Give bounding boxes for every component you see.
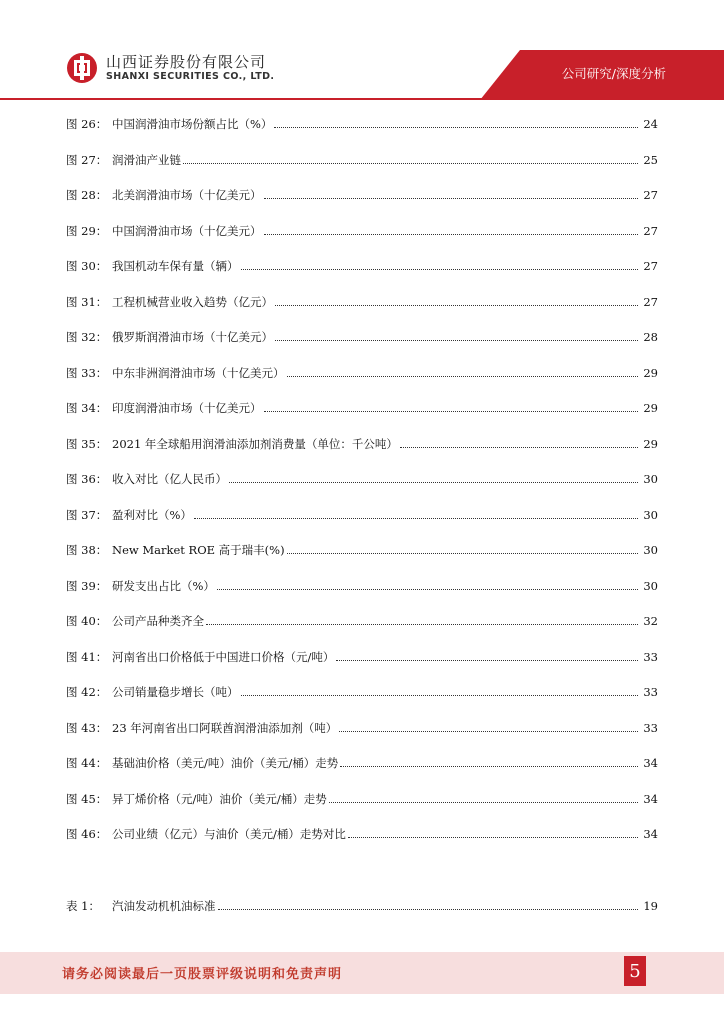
toc-entry-page: 34 [643, 756, 658, 770]
toc-entry-page: 30 [643, 508, 658, 522]
toc-entry-title: 公司销量稳步增长（吨） [112, 685, 239, 699]
toc-entry-title: 工程机械营业收入趋势（亿元） [112, 295, 273, 309]
toc-dot-leader [217, 588, 638, 590]
toc-entry[interactable] [66, 221, 658, 241]
toc-entry[interactable] [66, 150, 658, 170]
toc-entry-title: 汽油发动机机油标准 [112, 899, 216, 913]
toc-entry-page: 29 [643, 366, 658, 380]
toc-entry-title: 河南省出口价格低于中国进口价格（元/吨） [112, 650, 335, 664]
header-band [0, 0, 724, 100]
toc-dot-leader [241, 268, 639, 270]
toc-dot-leader [340, 765, 638, 767]
toc-entry-page: 27 [643, 295, 658, 309]
shanxi-securities-logo-icon [66, 52, 98, 84]
toc-entry[interactable] [66, 682, 658, 702]
toc-entry-title: 中国润滑油市场份额占比（%） [112, 117, 273, 131]
toc-entry-page: 27 [643, 259, 658, 273]
toc-entry[interactable] [66, 611, 658, 631]
toc-entry[interactable] [66, 114, 658, 134]
toc-entry-page: 25 [643, 153, 658, 167]
toc-entry-title: 中国润滑油市场（十亿美元） [112, 224, 262, 238]
toc-entry-title: 公司业绩（亿元）与油价（美元/桶）走势对比 [112, 827, 346, 841]
toc-entry-number: 图 44： [66, 756, 108, 770]
company-name-en: SHANXI SECURITIES CO., LTD. [106, 71, 275, 82]
toc-entry-number: 图 28： [66, 188, 108, 202]
toc-entry-number: 图 26： [66, 117, 108, 131]
toc-dot-leader [264, 197, 639, 199]
toc-entry-title: 我国机动车保有量（辆） [112, 259, 239, 273]
toc-entry-page: 33 [643, 721, 658, 735]
toc-entry-number: 图 38： [66, 543, 108, 557]
toc-dot-leader [336, 659, 638, 661]
toc-entry-number: 图 30： [66, 259, 108, 273]
toc-dot-leader [206, 623, 638, 625]
toc-entry-page: 28 [643, 330, 658, 344]
toc-entry-title: 公司产品种类齐全 [112, 614, 204, 628]
toc-dot-leader [339, 730, 638, 732]
toc-entry[interactable] [66, 824, 658, 844]
toc-dot-leader [264, 410, 639, 412]
toc-entry-page: 19 [643, 899, 658, 913]
toc-entry-page: 34 [643, 827, 658, 841]
page-header [0, 0, 724, 100]
toc-entry-number: 表 1： [66, 899, 100, 913]
toc-entry-page: 33 [643, 650, 658, 664]
toc-entry-page: 34 [643, 792, 658, 806]
toc-entry[interactable] [66, 540, 658, 560]
toc-entry-page: 33 [643, 685, 658, 699]
toc-entry[interactable] [66, 398, 658, 418]
toc-entry-page: 27 [643, 224, 658, 238]
toc-entry[interactable] [66, 292, 658, 312]
toc-entry-title: 俄罗斯润滑油市场（十亿美元） [112, 330, 273, 344]
toc-entry-title: 盈利对比（%） [112, 508, 192, 522]
toc-entry[interactable] [66, 363, 658, 383]
toc-entry[interactable] [66, 256, 658, 276]
toc-entry-number: 图 32： [66, 330, 108, 344]
toc-entry-page: 29 [643, 437, 658, 451]
toc-entry-title: 印度润滑油市场（十亿美元） [112, 401, 262, 415]
toc-entry-number: 图 36： [66, 472, 108, 486]
toc-entry-number: 图 31： [66, 295, 108, 309]
toc-entry-title: 润滑油产业链 [112, 153, 181, 167]
toc-entry[interactable] [66, 576, 658, 596]
toc-dot-leader [400, 446, 638, 448]
toc-entry[interactable] [66, 185, 658, 205]
toc-entry[interactable] [66, 789, 658, 809]
toc-dot-leader [287, 552, 638, 554]
company-name-cn: 山西证券股份有限公司 [106, 53, 267, 71]
toc-entry-page: 30 [643, 543, 658, 557]
toc-entry-title: 异丁烯价格（元/吨）油价（美元/桶）走势 [112, 792, 327, 806]
toc-entry-title: New Market ROE 高于瑞丰(%) [112, 543, 285, 557]
toc-entry[interactable] [66, 327, 658, 347]
toc-entry-title: 研发支出占比（%） [112, 579, 215, 593]
toc-entry-number: 图 46： [66, 827, 108, 841]
toc-entry-page: 30 [643, 472, 658, 486]
toc-dot-leader [275, 339, 638, 341]
toc-dot-leader [264, 233, 639, 235]
toc-dot-leader [348, 836, 638, 838]
toc-dot-leader [329, 801, 638, 803]
toc-entry-title: 23 年河南省出口阿联酋润滑油添加剂（吨） [112, 721, 338, 735]
toc-dot-leader [229, 481, 638, 483]
toc-entry-page: 29 [643, 401, 658, 415]
toc-entry-number: 图 39： [66, 579, 108, 593]
toc-entry-title: 中东非洲润滑油市场（十亿美元） [112, 366, 285, 380]
toc-dot-leader [241, 694, 639, 696]
toc-entry-number: 图 29： [66, 224, 108, 238]
toc-entry-number: 图 34： [66, 401, 108, 415]
toc-entry[interactable] [66, 896, 658, 916]
page-number: 5 [624, 956, 646, 986]
toc-entry-number: 图 42： [66, 685, 108, 699]
toc-dot-leader [275, 304, 638, 306]
toc-dot-leader [218, 908, 639, 910]
toc-entry-number: 图 41： [66, 650, 108, 664]
toc-entry-number: 图 37： [66, 508, 108, 522]
toc-entry[interactable] [66, 505, 658, 525]
toc-entry-title: 基础油价格（美元/吨）油价（美元/桶）走势 [112, 756, 339, 770]
toc-entry[interactable] [66, 647, 658, 667]
toc-entry-page: 30 [643, 579, 658, 593]
toc-dot-leader [183, 162, 638, 164]
toc-entry-number: 图 27： [66, 153, 108, 167]
report-type-label: 公司研究/深度分析 [561, 66, 666, 81]
toc-entry-number: 图 35： [66, 437, 108, 451]
toc-entry[interactable] [66, 434, 658, 454]
toc-entry-title: 收入对比（亿人民币） [112, 472, 227, 486]
toc-dot-leader [287, 375, 639, 377]
toc-entry[interactable] [66, 469, 658, 489]
toc-dot-leader [194, 517, 638, 519]
toc-entry[interactable] [66, 718, 658, 738]
toc-entry-page: 24 [643, 117, 658, 131]
disclaimer-text: 请务必阅读最后一页股票评级说明和免责声明 [62, 967, 343, 982]
toc-entry-page: 32 [643, 614, 658, 628]
toc-entry-title: 北美润滑油市场（十亿美元） [112, 188, 262, 202]
toc-entry-number: 图 43： [66, 721, 108, 735]
toc-dot-leader [274, 126, 638, 128]
toc-entry-page: 27 [643, 188, 658, 202]
toc-entry[interactable] [66, 753, 658, 773]
toc-entry-number: 图 33： [66, 366, 108, 380]
toc-entry-number: 图 40： [66, 614, 108, 628]
toc-entry-number: 图 45： [66, 792, 108, 806]
toc-entry-title: 2021 年全球船用润滑油添加剂消费量（单位：千公吨） [112, 437, 398, 451]
